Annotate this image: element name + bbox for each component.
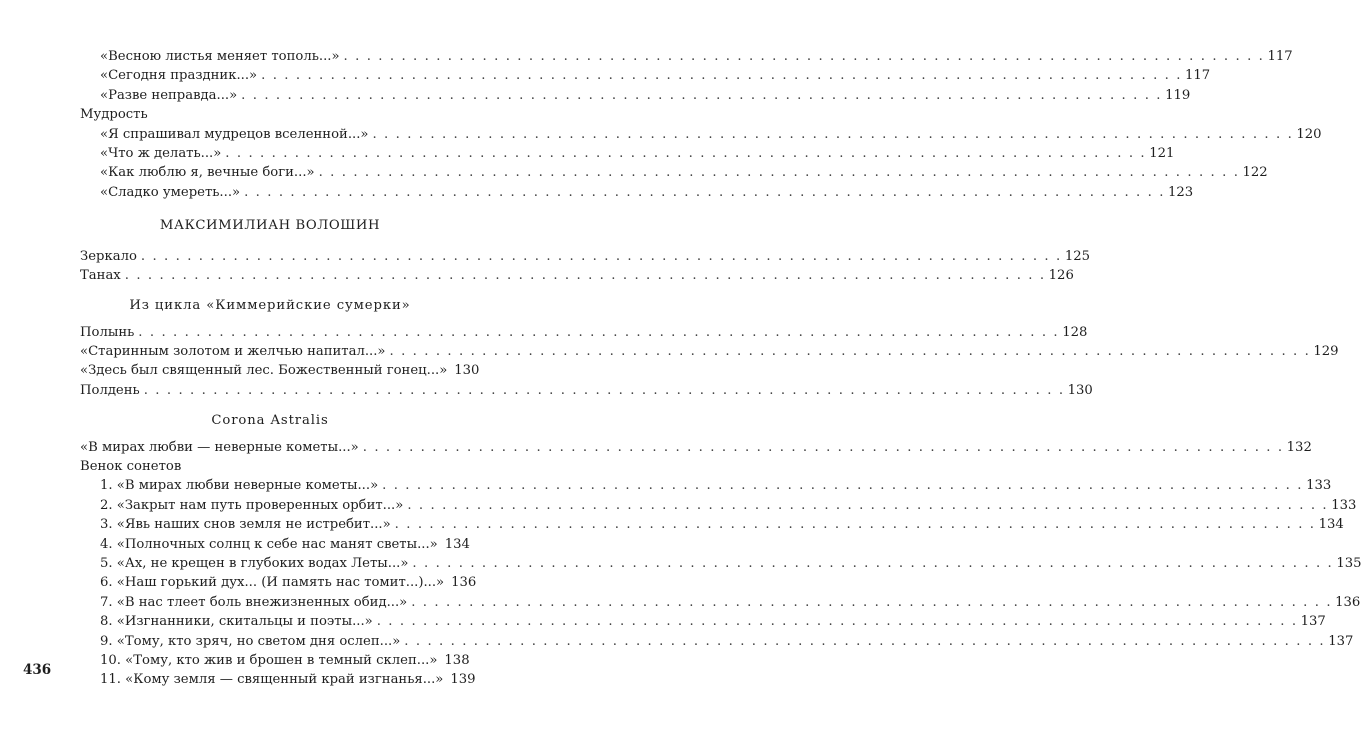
toc-entry[interactable] <box>80 323 1088 342</box>
toc-entry[interactable] <box>80 342 1339 361</box>
entry-page-number: 137 <box>1300 614 1326 630</box>
entry-page-number: 133 <box>1306 478 1332 494</box>
entry-title: 11. «Кому земля — священный край изгнанья...» <box>100 672 444 688</box>
toc-group-title: Венок сонетов <box>80 459 182 475</box>
entry-page-number: 126 <box>1048 267 1074 283</box>
dot-leader: . . . . . . . . . . . . . . . . . . . . . . . . . . . . . . . . . . . . . . . . . . . . . . . . . . . . . . . . . . . . . . . . . . . . . . . . . . . . . . . . <box>362 439 1284 455</box>
entry-title: Полынь <box>80 324 135 340</box>
entry-page-number: 130 <box>454 363 480 379</box>
toc-entry[interactable] <box>80 554 1362 573</box>
entry-title: 1. «В мирах любви неверные кометы...» <box>100 478 379 494</box>
entry-title: «Я спрашивал мудрецов вселенной...» <box>100 126 369 142</box>
entry-page-number: 117 <box>1267 49 1293 64</box>
entry-title: Танах <box>80 267 121 283</box>
toc-entry[interactable] <box>80 496 1357 515</box>
toc-entry[interactable] <box>80 247 1090 266</box>
entry-page-number: 139 <box>450 672 476 688</box>
entry-page-number: 130 <box>1067 382 1093 398</box>
toc-entry[interactable] <box>80 125 1322 144</box>
author-heading: МАКСИМИЛИАН ВОЛОШИН <box>159 218 381 234</box>
entry-page-number: 137 <box>1328 633 1354 649</box>
entry-title: «Разве неправда...» <box>100 87 238 103</box>
entry-page-number: 136 <box>1335 594 1361 610</box>
toc-entry[interactable] <box>80 381 1093 400</box>
entry-title: 4. «Полночных солнц к себе нас манят светы...» <box>100 536 438 552</box>
entry-title: «В мирах любви — неверные кометы...» <box>80 439 359 455</box>
entry-page-number: 125 <box>1064 248 1090 264</box>
entry-title: Зеркало <box>80 248 137 264</box>
toc-entry[interactable] <box>80 573 477 592</box>
entry-title: 8. «Изгнанники, скитальцы и поэты...» <box>100 614 373 630</box>
dot-leader: . . . . . . . . . . . . . . . . . . . . . . . . . . . . . . . . . . . . . . . . . . . . . . . . . . . . . . . . . . . . . . . . . . . . . . . . . . . . . . . . <box>411 594 1333 610</box>
toc-entry[interactable] <box>80 515 1344 534</box>
toc-entry[interactable] <box>80 535 470 554</box>
entry-page-number: 121 <box>1149 145 1175 161</box>
entry-page-number: 128 <box>1062 324 1088 340</box>
entry-title: «Сегодня праздник...» <box>100 68 258 84</box>
toc-section <box>80 296 1339 400</box>
entry-page-number: 129 <box>1313 344 1339 360</box>
dot-leader: . . . . . . . . . . . . . . . . . . . . . . . . . . . . . . . . . . . . . . . . . . . . . . . . . . . . . . . . . . . . . . . . . . . . . . . . . . . . . . . . <box>143 382 1065 398</box>
entry-title: Полдень <box>80 382 140 398</box>
entry-page-number: 117 <box>1185 68 1211 84</box>
dot-leader: . . . . . . . . . . . . . . . . . . . . . . . . . . . . . . . . . . . . . . . . . . . . . . . . . . . . . . . . . . . . . . . . . . . . . . . . . . . . . . . . <box>394 517 1316 533</box>
dot-leader: . . . . . . . . . . . . . . . . . . . . . . . . . . . . . . . . . . . . . . . . . . . . . . . . . . . . . . . . . . . . . . . . . . . . . . . . . . . . . . . . <box>382 478 1304 494</box>
toc-entry[interactable] <box>80 632 1354 651</box>
toc-entry[interactable] <box>80 144 1175 163</box>
entry-page-number: 133 <box>1331 497 1357 513</box>
toc-entry[interactable] <box>80 47 1293 66</box>
entry-page-number: 123 <box>1168 184 1194 200</box>
entry-title: 2. «Закрыт нам путь проверенных орбит...» <box>100 497 404 513</box>
dot-leader: . . . . . . . . . . . . . . . . . . . . . . . . . . . . . . . . . . . . . . . . . . . . . . . . . . . . . . . . . . . . . . . . . . . . . . . . . . . . . . . . <box>261 68 1183 84</box>
entry-title: «Как люблю я, вечные боги...» <box>100 165 315 181</box>
dot-leader: . . . . . . . . . . . . . . . . . . . . . . . . . . . . . . . . . . . . . . . . . . . . . . . . . . . . . . . . . . . . . . . . . . . . . . . . . . . . . . . . <box>389 344 1311 360</box>
toc-section <box>80 47 1322 202</box>
toc-section <box>80 216 1090 285</box>
dot-leader: . . . . . . . . . . . . . . . . . . . . . . . . . . . . . . . . . . . . . . . . . . . . . . . . . . . . . . . . . . . . . . . . . . . . . . . . . . . . . . . . <box>241 87 1163 103</box>
entry-page-number: 119 <box>1165 87 1191 103</box>
cycle-heading: Corona Astralis <box>211 413 329 429</box>
entry-title: 5. «Ах, не крещен в глубоких водах Леты...» <box>100 555 409 571</box>
dot-leader: . . . . . . . . . . . . . . . . . . . . . . . . . . . . . . . . . . . . . . . . . . . . . . . . . . . . . . . . . . . . . . . . . . . . . . . . . . . . . . . . <box>124 267 1046 283</box>
toc-entry[interactable] <box>80 183 1194 202</box>
toc-entry[interactable] <box>80 438 1312 457</box>
dot-leader: . . . . . . . . . . . . . . . . . . . . . . . . . . . . . . . . . . . . . . . . . . . . . . . . . . . . . . . . . . . . . . . . . . . . . . . . . . . . . . . . <box>407 497 1329 513</box>
toc-entry[interactable] <box>80 163 1268 182</box>
toc-section <box>80 411 1362 689</box>
entry-page-number: 136 <box>451 575 477 591</box>
cycle-heading: Из цикла «Киммерийские сумерки» <box>129 298 411 314</box>
entry-title: «Что ж делать...» <box>100 145 222 161</box>
entry-page-number: 120 <box>1296 126 1322 142</box>
dot-leader: . . . . . . . . . . . . . . . . . . . . . . . . . . . . . . . . . . . . . . . . . . . . . . . . . . . . . . . . . . . . . . . . . . . . . . . . . . . . . . . . <box>404 633 1326 649</box>
entry-page-number: 132 <box>1286 439 1312 455</box>
toc-entry[interactable] <box>80 86 1191 105</box>
entry-title: 9. «Тому, кто зряч, но светом дня ослеп...» <box>100 633 401 649</box>
toc-group-title: Мудрость <box>80 107 148 123</box>
dot-leader: . . . . . . . . . . . . . . . . . . . . . . . . . . . . . . . . . . . . . . . . . . . . . . . . . . . . . . . . . . . . . . . . . . . . . . . . . . . . . . . . <box>343 49 1265 64</box>
entry-title: «Здесь был священный лес. Божественный гонец...» <box>80 363 448 379</box>
entry-title: 3. «Явь наших снов земля не истребит...» <box>100 517 391 533</box>
table-of-contents <box>80 47 1362 690</box>
entry-title: «Старинным золотом и желчью напитал...» <box>80 344 386 360</box>
dot-leader: . . . . . . . . . . . . . . . . . . . . . . . . . . . . . . . . . . . . . . . . . . . . . . . . . . . . . . . . . . . . . . . . . . . . . . . . . . . . . . . . <box>138 324 1060 340</box>
dot-leader: . . . . . . . . . . . . . . . . . . . . . . . . . . . . . . . . . . . . . . . . . . . . . . . . . . . . . . . . . . . . . . . . . . . . . . . . . . . . . . . . <box>318 165 1240 181</box>
entry-title: «Весною листья меняет тополь...» <box>100 49 340 64</box>
toc-entry[interactable] <box>80 66 1211 85</box>
dot-leader: . . . . . . . . . . . . . . . . . . . . . . . . . . . . . . . . . . . . . . . . . . . . . . . . . . . . . . . . . . . . . . . . . . . . . . . . . . . . . . . . <box>244 184 1166 200</box>
entry-title: 7. «В нас тлеет боль внежизненных обид...» <box>100 594 408 610</box>
dot-leader: . . . . . . . . . . . . . . . . . . . . . . . . . . . . . . . . . . . . . . . . . . . . . . . . . . . . . . . . . . . . . . . . . . . . . . . . . . . . . . . . <box>372 126 1294 142</box>
toc-entry[interactable] <box>80 670 476 689</box>
toc-entry[interactable] <box>80 361 480 380</box>
entry-title: 6. «Наш горький дух... (И память нас томит...)...» <box>100 575 445 591</box>
toc-entry[interactable] <box>80 266 1074 285</box>
dot-leader: . . . . . . . . . . . . . . . . . . . . . . . . . . . . . . . . . . . . . . . . . . . . . . . . . . . . . . . . . . . . . . . . . . . . . . . . . . . . . . . . <box>376 614 1298 630</box>
dot-leader: . . . . . . . . . . . . . . . . . . . . . . . . . . . . . . . . . . . . . . . . . . . . . . . . . . . . . . . . . . . . . . . . . . . . . . . . . . . . . . . . <box>412 555 1334 571</box>
toc-entry[interactable] <box>80 612 1326 631</box>
entry-page-number: 138 <box>444 652 470 668</box>
page-number: 436 <box>23 662 52 678</box>
toc-entry[interactable] <box>80 651 470 670</box>
toc-entry[interactable] <box>80 476 1332 495</box>
toc-entry[interactable] <box>80 593 1361 612</box>
entry-page-number: 134 <box>1318 517 1344 533</box>
entry-title: 10. «Тому, кто жив и брошен в темный склеп...» <box>100 652 438 668</box>
entry-page-number: 122 <box>1242 165 1268 181</box>
dot-leader: . . . . . . . . . . . . . . . . . . . . . . . . . . . . . . . . . . . . . . . . . . . . . . . . . . . . . . . . . . . . . . . . . . . . . . . . . . . . . . . . <box>140 248 1062 264</box>
dot-leader: . . . . . . . . . . . . . . . . . . . . . . . . . . . . . . . . . . . . . . . . . . . . . . . . . . . . . . . . . . . . . . . . . . . . . . . . . . . . . . . . <box>225 145 1147 161</box>
entry-title: «Сладко умереть...» <box>100 184 241 200</box>
entry-page-number: 134 <box>444 536 470 552</box>
entry-page-number: 135 <box>1336 555 1362 571</box>
